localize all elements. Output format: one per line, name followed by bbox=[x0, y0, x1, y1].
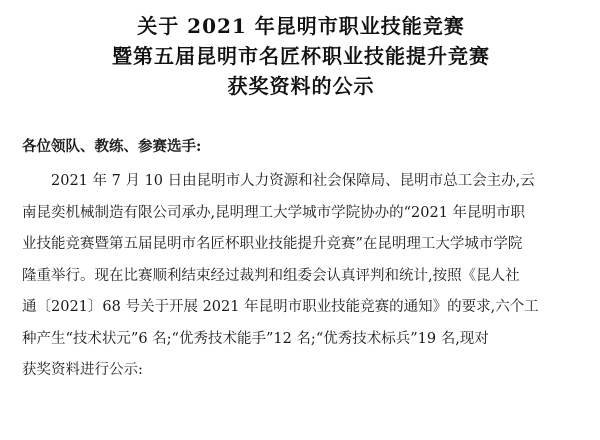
body-line-6: 种产生“技术状元”6 名;“优秀技术能手”12 名;“优秀技术标兵”19 名,现对 bbox=[22, 330, 489, 347]
body-line-3: 业技能竞赛暨第五届昆明市名匠杯职业技能提升竞赛”在昆明理工大学城市学院 bbox=[22, 236, 523, 252]
title-line-3: 获奖资料的公示 bbox=[227, 74, 375, 98]
title-line-1: 关于 2021 年昆明市职业技能竞赛 bbox=[137, 14, 465, 38]
body-paragraph bbox=[22, 166, 580, 387]
body-line-1: 2021 年 7 月 10 日由昆明市人力资源和社会保障局、昆明市总工会主办,云 bbox=[51, 173, 535, 189]
body-line-7: 获奖资料进行公示: bbox=[22, 362, 143, 378]
body-line-2: 南昆奕机械制造有限公司承办,昆明理工大学城市学院协办的“2021 年昆明市职 bbox=[22, 204, 526, 221]
title-line-2: 暨第五届昆明市名匠杯职业技能提升竞赛 bbox=[112, 44, 490, 68]
document-title bbox=[22, 12, 580, 100]
body-line-4: 隆重举行。现在比赛顺利结束经过裁判和组委会认真评判和统计,按照《昆人社 bbox=[22, 267, 520, 284]
body-line-5: 通〔2021〕68 号关于开展 2021 年昆明市职业技能竞赛的通知》的要求,六个工 bbox=[22, 299, 539, 315]
title-spacer bbox=[22, 100, 580, 134]
salutation: 各位领队、教练、参赛选手: bbox=[22, 138, 202, 155]
